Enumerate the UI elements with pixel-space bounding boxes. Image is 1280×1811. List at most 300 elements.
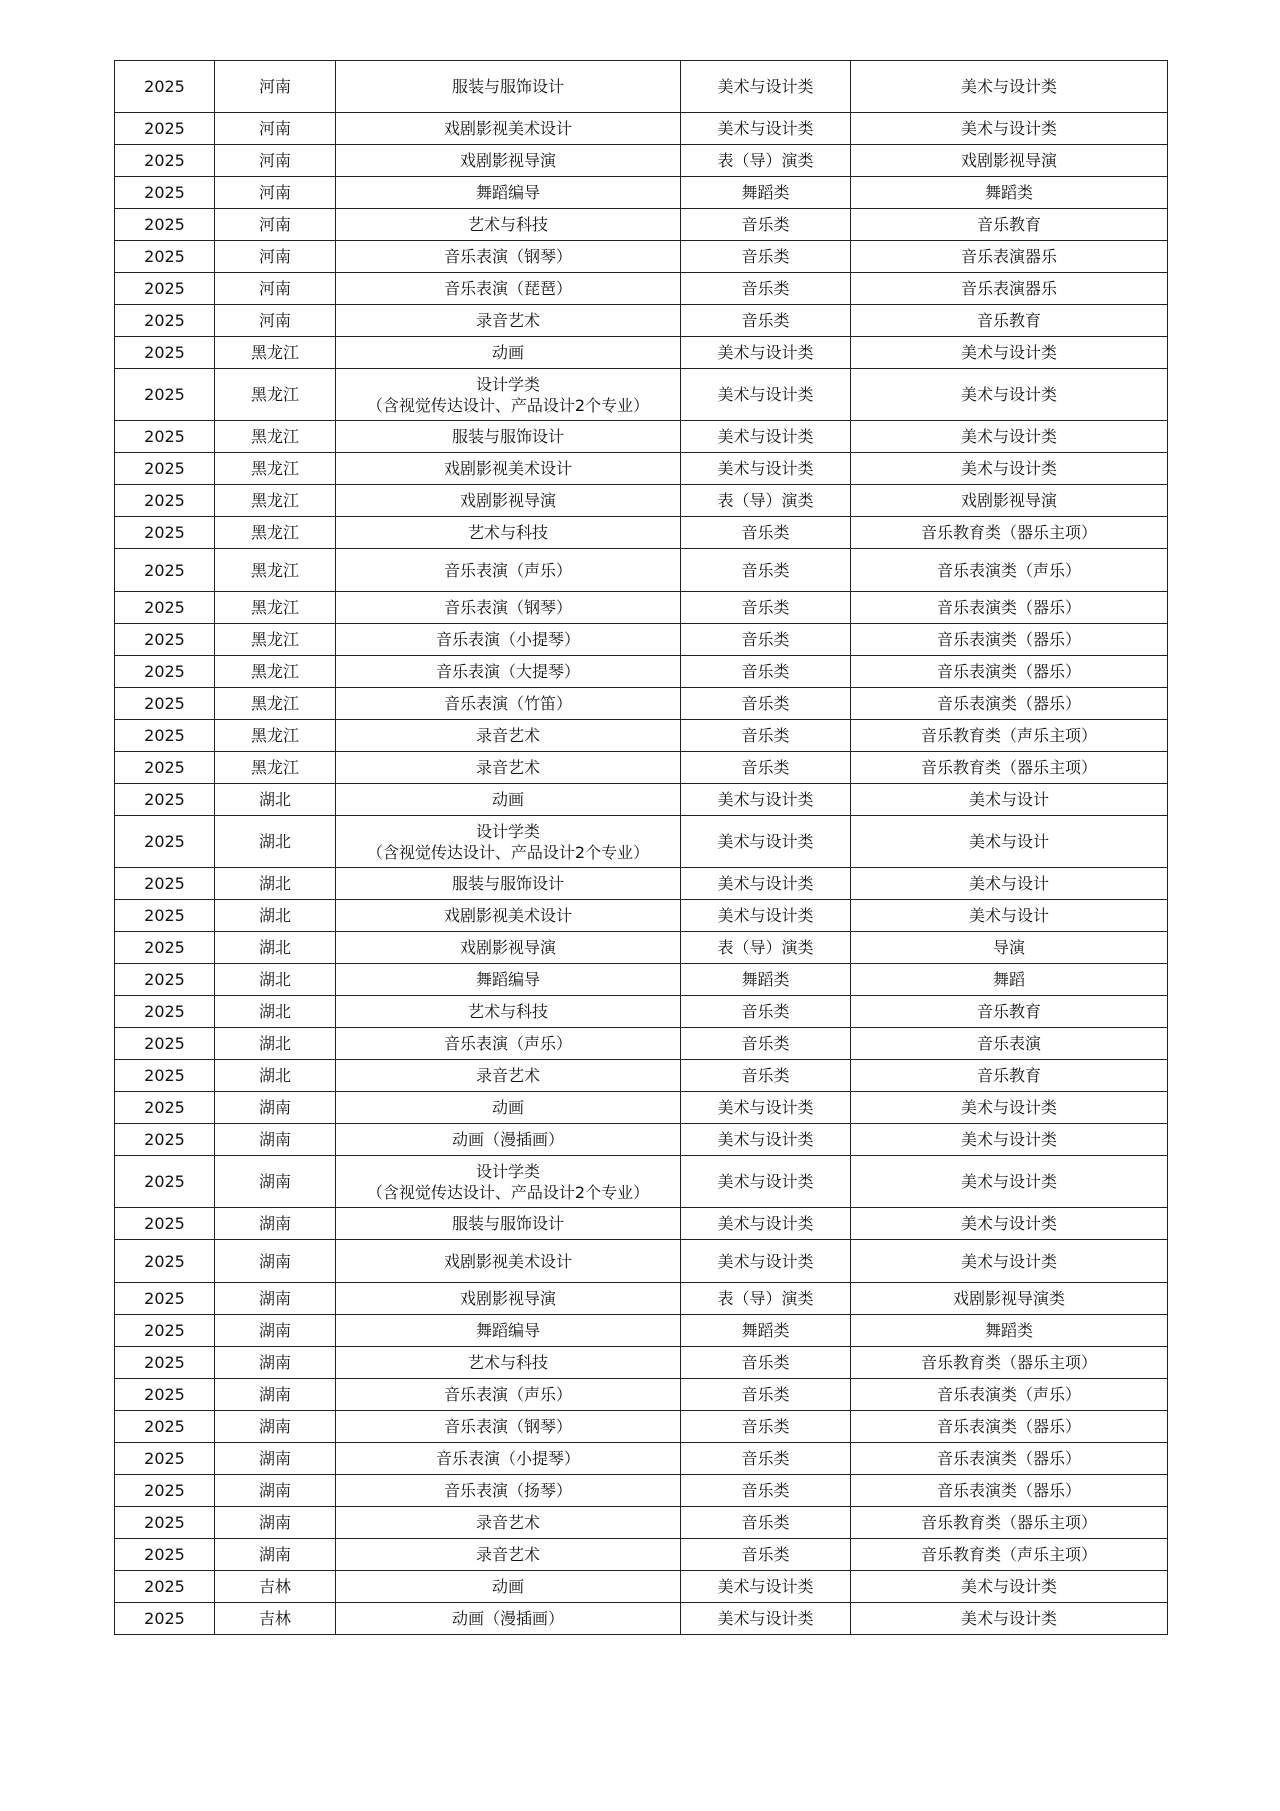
major-cell (336, 868, 681, 900)
province-cell: 黑龙江 (215, 517, 336, 549)
year-cell: 2025 (115, 996, 215, 1028)
subject-category-cell: 美术与设计类 (851, 369, 1168, 421)
major-cell (336, 624, 681, 656)
major-cell (336, 1539, 681, 1571)
major-line: 动画 (491, 790, 524, 809)
major-line: 音乐表演（小提琴） (435, 630, 580, 649)
province-cell: 黑龙江 (215, 592, 336, 624)
year-cell: 2025 (115, 1208, 215, 1240)
year-cell: 2025 (115, 1092, 215, 1124)
year-cell: 2025 (115, 1060, 215, 1092)
exam-category-cell: 音乐类 (681, 656, 851, 688)
major-cell (336, 720, 681, 752)
major-cell (336, 1571, 681, 1603)
subject-category-cell: 音乐表演器乐 (851, 273, 1168, 305)
province-cell: 湖北 (215, 964, 336, 996)
exam-category-cell: 音乐类 (681, 1379, 851, 1411)
exam-category-cell: 音乐类 (681, 273, 851, 305)
subject-category-cell: 音乐教育类（器乐主项） (851, 517, 1168, 549)
exam-category-cell: 音乐类 (681, 1347, 851, 1379)
year-cell: 2025 (115, 453, 215, 485)
table-row (115, 784, 1168, 816)
major-cell (336, 656, 681, 688)
table-row (115, 1028, 1168, 1060)
exam-category-cell: 美术与设计类 (681, 1603, 851, 1635)
exam-category-cell: 表（导）演类 (681, 485, 851, 517)
exam-category-cell: 音乐类 (681, 624, 851, 656)
exam-category-cell: 音乐类 (681, 1507, 851, 1539)
exam-category-cell: 美术与设计类 (681, 1092, 851, 1124)
table-row (115, 1060, 1168, 1092)
major-line: 舞蹈编导 (475, 1321, 540, 1340)
major-cell (336, 964, 681, 996)
year-cell: 2025 (115, 1539, 215, 1571)
year-cell: 2025 (115, 932, 215, 964)
major-cell (336, 1028, 681, 1060)
year-cell: 2025 (115, 517, 215, 549)
province-cell: 吉林 (215, 1603, 336, 1635)
exam-category-cell: 表（导）演类 (681, 145, 851, 177)
table-row (115, 61, 1168, 113)
province-cell: 黑龙江 (215, 453, 336, 485)
subject-category-cell: 美术与设计 (851, 868, 1168, 900)
table-row (115, 1379, 1168, 1411)
year-cell: 2025 (115, 1475, 215, 1507)
year-cell: 2025 (115, 305, 215, 337)
major-line: 音乐表演（小提琴） (435, 1449, 580, 1468)
province-cell: 湖南 (215, 1240, 336, 1283)
province-cell: 黑龙江 (215, 656, 336, 688)
subject-category-cell: 音乐教育 (851, 1060, 1168, 1092)
major-line: 动画 (491, 343, 524, 362)
major-line: 音乐表演（竹笛） (443, 694, 572, 713)
table-row (115, 517, 1168, 549)
exam-category-cell: 美术与设计类 (681, 1156, 851, 1208)
table-row (115, 1411, 1168, 1443)
major-cell (336, 1315, 681, 1347)
major-line: 录音艺术 (475, 311, 540, 330)
exam-category-cell: 音乐类 (681, 517, 851, 549)
table-row (115, 624, 1168, 656)
year-cell: 2025 (115, 337, 215, 369)
table-row (115, 337, 1168, 369)
year-cell: 2025 (115, 1507, 215, 1539)
exam-category-cell: 美术与设计类 (681, 61, 851, 113)
year-cell: 2025 (115, 720, 215, 752)
major-cell (336, 688, 681, 720)
exam-category-cell: 音乐类 (681, 1443, 851, 1475)
table-row (115, 241, 1168, 273)
exam-category-cell: 美术与设计类 (681, 1124, 851, 1156)
major-line: 戏剧影视美术设计 (443, 119, 572, 138)
subject-category-cell: 音乐教育 (851, 996, 1168, 1028)
major-cell (336, 592, 681, 624)
year-cell: 2025 (115, 816, 215, 868)
exam-category-cell: 音乐类 (681, 688, 851, 720)
major-line: 音乐表演（大提琴） (435, 662, 580, 681)
exam-category-cell: 表（导）演类 (681, 932, 851, 964)
exam-category-cell: 音乐类 (681, 1539, 851, 1571)
province-cell: 湖南 (215, 1156, 336, 1208)
table-row (115, 485, 1168, 517)
exam-category-cell: 音乐类 (681, 592, 851, 624)
major-cell (336, 1208, 681, 1240)
major-line: （含视觉传达设计、产品设计2个专业） (366, 1182, 650, 1202)
table-row (115, 1475, 1168, 1507)
year-cell: 2025 (115, 656, 215, 688)
subject-category-cell: 音乐表演 (851, 1028, 1168, 1060)
major-cell (336, 900, 681, 932)
major-line: 设计学类 (475, 821, 540, 841)
province-cell: 湖北 (215, 868, 336, 900)
province-cell: 河南 (215, 241, 336, 273)
major-cell (336, 209, 681, 241)
major-line: 音乐表演（琵琶） (443, 279, 572, 298)
exam-category-cell: 美术与设计类 (681, 1571, 851, 1603)
year-cell: 2025 (115, 1411, 215, 1443)
subject-category-cell: 音乐表演类（器乐） (851, 592, 1168, 624)
year-cell: 2025 (115, 1028, 215, 1060)
exam-category-cell: 舞蹈类 (681, 1315, 851, 1347)
subject-category-cell: 音乐表演类（器乐） (851, 1475, 1168, 1507)
major-cell (336, 337, 681, 369)
major-cell (336, 145, 681, 177)
subject-category-cell: 舞蹈 (851, 964, 1168, 996)
subject-category-cell: 音乐表演类（声乐） (851, 549, 1168, 592)
major-cell (336, 1156, 681, 1208)
subject-category-cell: 音乐教育 (851, 305, 1168, 337)
exam-category-cell: 音乐类 (681, 305, 851, 337)
subject-category-cell: 音乐教育 (851, 209, 1168, 241)
year-cell: 2025 (115, 688, 215, 720)
table-row (115, 1347, 1168, 1379)
subject-category-cell: 美术与设计 (851, 816, 1168, 868)
major-cell (336, 453, 681, 485)
province-cell: 湖北 (215, 1028, 336, 1060)
major-line: 戏剧影视导演 (459, 491, 556, 510)
major-line: 音乐表演（声乐） (443, 1385, 572, 1404)
subject-category-cell: 音乐教育类（器乐主项） (851, 1507, 1168, 1539)
province-cell: 湖北 (215, 816, 336, 868)
major-cell (336, 241, 681, 273)
major-line: 动画（漫插画） (451, 1609, 564, 1628)
major-line: 服装与服饰设计 (451, 427, 564, 446)
major-line: 服装与服饰设计 (451, 77, 564, 96)
province-cell: 黑龙江 (215, 624, 336, 656)
subject-category-cell: 美术与设计类 (851, 1092, 1168, 1124)
province-cell: 河南 (215, 177, 336, 209)
table-row (115, 1571, 1168, 1603)
province-cell: 黑龙江 (215, 688, 336, 720)
table-row (115, 1603, 1168, 1635)
province-cell: 河南 (215, 113, 336, 145)
province-cell: 黑龙江 (215, 337, 336, 369)
major-cell (336, 177, 681, 209)
table-row (115, 549, 1168, 592)
province-cell: 黑龙江 (215, 485, 336, 517)
subject-category-cell: 美术与设计类 (851, 1156, 1168, 1208)
province-cell: 湖北 (215, 932, 336, 964)
subject-category-cell: 戏剧影视导演 (851, 145, 1168, 177)
table-row (115, 964, 1168, 996)
subject-category-cell: 美术与设计类 (851, 421, 1168, 453)
table-row (115, 592, 1168, 624)
major-line: （含视觉传达设计、产品设计2个专业） (366, 395, 650, 415)
exam-category-cell: 美术与设计类 (681, 900, 851, 932)
table-row (115, 113, 1168, 145)
subject-category-cell: 美术与设计类 (851, 113, 1168, 145)
major-cell (336, 1240, 681, 1283)
exam-category-cell: 美术与设计类 (681, 1208, 851, 1240)
province-cell: 河南 (215, 145, 336, 177)
major-cell (336, 816, 681, 868)
exam-category-cell: 舞蹈类 (681, 964, 851, 996)
table-row (115, 1156, 1168, 1208)
province-cell: 吉林 (215, 1571, 336, 1603)
major-line: 设计学类 (475, 1161, 540, 1181)
province-cell: 黑龙江 (215, 549, 336, 592)
year-cell: 2025 (115, 485, 215, 517)
major-line: 音乐表演（钢琴） (443, 598, 572, 617)
major-cell (336, 752, 681, 784)
major-cell (336, 61, 681, 113)
table-row (115, 900, 1168, 932)
province-cell: 河南 (215, 209, 336, 241)
table-row (115, 305, 1168, 337)
year-cell: 2025 (115, 1571, 215, 1603)
major-line: 动画（漫插画） (451, 1130, 564, 1149)
year-cell: 2025 (115, 145, 215, 177)
major-cell (336, 273, 681, 305)
province-cell: 湖南 (215, 1208, 336, 1240)
subject-category-cell: 音乐表演类（声乐） (851, 1379, 1168, 1411)
exam-category-cell: 音乐类 (681, 1411, 851, 1443)
table-row (115, 1443, 1168, 1475)
table-row (115, 1092, 1168, 1124)
year-cell: 2025 (115, 549, 215, 592)
table-row (115, 932, 1168, 964)
major-line: 音乐表演（钢琴） (443, 1417, 572, 1436)
subject-category-cell: 舞蹈类 (851, 177, 1168, 209)
subject-category-cell: 美术与设计 (851, 900, 1168, 932)
major-line: 服装与服饰设计 (451, 1214, 564, 1233)
major-line: 设计学类 (475, 374, 540, 394)
exam-category-cell: 美术与设计类 (681, 784, 851, 816)
year-cell: 2025 (115, 964, 215, 996)
year-cell: 2025 (115, 1240, 215, 1283)
province-cell: 黑龙江 (215, 369, 336, 421)
subject-category-cell: 舞蹈类 (851, 1315, 1168, 1347)
major-line: 艺术与科技 (467, 1002, 548, 1021)
major-cell (336, 996, 681, 1028)
province-cell: 河南 (215, 61, 336, 113)
year-cell: 2025 (115, 1379, 215, 1411)
year-cell: 2025 (115, 868, 215, 900)
exam-category-cell: 美术与设计类 (681, 868, 851, 900)
subject-category-cell: 美术与设计类 (851, 453, 1168, 485)
subject-category-cell: 美术与设计类 (851, 1603, 1168, 1635)
table-row (115, 868, 1168, 900)
major-cell (336, 485, 681, 517)
exam-category-cell: 美术与设计类 (681, 113, 851, 145)
year-cell: 2025 (115, 1603, 215, 1635)
major-cell (336, 305, 681, 337)
province-cell: 湖北 (215, 900, 336, 932)
major-cell (336, 1283, 681, 1315)
province-cell: 湖南 (215, 1411, 336, 1443)
subject-category-cell: 美术与设计 (851, 784, 1168, 816)
province-cell: 黑龙江 (215, 421, 336, 453)
major-cell (336, 1475, 681, 1507)
table-body (115, 61, 1168, 1635)
table-row (115, 752, 1168, 784)
major-cell (336, 369, 681, 421)
subject-category-cell: 戏剧影视导演 (851, 485, 1168, 517)
table-row (115, 996, 1168, 1028)
major-line: 音乐表演（扬琴） (443, 1481, 572, 1500)
subject-category-cell: 音乐教育类（声乐主项） (851, 720, 1168, 752)
exam-category-cell: 音乐类 (681, 996, 851, 1028)
table-row (115, 1240, 1168, 1283)
major-line: 舞蹈编导 (475, 970, 540, 989)
year-cell: 2025 (115, 241, 215, 273)
year-cell: 2025 (115, 900, 215, 932)
year-cell: 2025 (115, 273, 215, 305)
province-cell: 湖南 (215, 1443, 336, 1475)
major-cell (336, 932, 681, 964)
province-cell: 湖南 (215, 1124, 336, 1156)
subject-category-cell: 戏剧影视导演类 (851, 1283, 1168, 1315)
major-line: 戏剧影视美术设计 (443, 459, 572, 478)
province-cell: 湖南 (215, 1475, 336, 1507)
exam-category-cell: 美术与设计类 (681, 1240, 851, 1283)
province-cell: 湖南 (215, 1507, 336, 1539)
major-line: 艺术与科技 (467, 1353, 548, 1372)
subject-category-cell: 音乐表演类（器乐） (851, 688, 1168, 720)
year-cell: 2025 (115, 752, 215, 784)
major-cell (336, 784, 681, 816)
subject-category-cell: 音乐表演类（器乐） (851, 1443, 1168, 1475)
table-row (115, 720, 1168, 752)
year-cell: 2025 (115, 1156, 215, 1208)
province-cell: 湖南 (215, 1379, 336, 1411)
province-cell: 湖北 (215, 1060, 336, 1092)
subject-category-cell: 美术与设计类 (851, 61, 1168, 113)
major-cell (336, 1411, 681, 1443)
major-line: 音乐表演（声乐） (443, 560, 572, 580)
province-cell: 湖南 (215, 1092, 336, 1124)
major-line: 录音艺术 (475, 726, 540, 745)
table-row (115, 145, 1168, 177)
major-cell (336, 113, 681, 145)
major-cell (336, 1379, 681, 1411)
table-row (115, 1315, 1168, 1347)
major-line: 音乐表演（钢琴） (443, 247, 572, 266)
province-cell: 河南 (215, 273, 336, 305)
table-row (115, 369, 1168, 421)
subject-category-cell: 美术与设计类 (851, 1124, 1168, 1156)
year-cell: 2025 (115, 592, 215, 624)
subject-category-cell: 美术与设计类 (851, 1208, 1168, 1240)
year-cell: 2025 (115, 209, 215, 241)
subject-category-cell: 美术与设计类 (851, 1240, 1168, 1283)
major-line: 动画 (491, 1098, 524, 1117)
major-cell (336, 1124, 681, 1156)
major-cell (336, 1347, 681, 1379)
subject-category-cell: 音乐表演类（器乐） (851, 1411, 1168, 1443)
major-line: 戏剧影视导演 (459, 151, 556, 170)
major-line: 录音艺术 (475, 1545, 540, 1564)
province-cell: 黑龙江 (215, 752, 336, 784)
province-cell: 湖南 (215, 1347, 336, 1379)
major-line: 戏剧影视导演 (459, 938, 556, 957)
exam-category-cell: 音乐类 (681, 241, 851, 273)
exam-category-cell: 音乐类 (681, 549, 851, 592)
year-cell: 2025 (115, 784, 215, 816)
major-line: 戏剧影视美术设计 (443, 906, 572, 925)
province-cell: 湖北 (215, 784, 336, 816)
table-row (115, 273, 1168, 305)
table-row (115, 1507, 1168, 1539)
subject-category-cell: 导演 (851, 932, 1168, 964)
exam-category-cell: 美术与设计类 (681, 421, 851, 453)
year-cell: 2025 (115, 113, 215, 145)
exam-category-cell: 音乐类 (681, 1028, 851, 1060)
major-cell (336, 1507, 681, 1539)
year-cell: 2025 (115, 369, 215, 421)
year-cell: 2025 (115, 1124, 215, 1156)
exam-category-cell: 美术与设计类 (681, 453, 851, 485)
exam-category-cell: 音乐类 (681, 720, 851, 752)
table-row (115, 177, 1168, 209)
subject-category-cell: 音乐表演类（器乐） (851, 624, 1168, 656)
subject-category-cell: 音乐教育类（器乐主项） (851, 752, 1168, 784)
exam-category-cell: 表（导）演类 (681, 1283, 851, 1315)
province-cell: 湖南 (215, 1315, 336, 1347)
subject-category-cell: 美术与设计类 (851, 1571, 1168, 1603)
major-cell (336, 1092, 681, 1124)
exam-category-cell: 音乐类 (681, 1060, 851, 1092)
table-row (115, 688, 1168, 720)
province-cell: 河南 (215, 305, 336, 337)
major-line: 录音艺术 (475, 1066, 540, 1085)
major-line: 戏剧影视导演 (459, 1289, 556, 1308)
enrollment-table-page (114, 60, 1167, 1635)
exam-category-cell: 音乐类 (681, 209, 851, 241)
subject-category-cell: 音乐教育类（声乐主项） (851, 1539, 1168, 1571)
table-row (115, 816, 1168, 868)
exam-category-cell: 音乐类 (681, 752, 851, 784)
major-line: 录音艺术 (475, 758, 540, 777)
year-cell: 2025 (115, 1347, 215, 1379)
year-cell: 2025 (115, 177, 215, 209)
province-cell: 黑龙江 (215, 720, 336, 752)
major-line: 艺术与科技 (467, 523, 548, 542)
exam-category-cell: 音乐类 (681, 1475, 851, 1507)
major-line: （含视觉传达设计、产品设计2个专业） (366, 842, 650, 862)
major-cell (336, 549, 681, 592)
year-cell: 2025 (115, 1283, 215, 1315)
table-row (115, 453, 1168, 485)
major-cell (336, 517, 681, 549)
table-row (115, 656, 1168, 688)
major-line: 戏剧影视美术设计 (443, 1251, 572, 1271)
subject-category-cell: 音乐表演器乐 (851, 241, 1168, 273)
province-cell: 湖北 (215, 996, 336, 1028)
major-line: 艺术与科技 (467, 215, 548, 234)
enrollment-table (114, 60, 1168, 1635)
exam-category-cell: 美术与设计类 (681, 816, 851, 868)
